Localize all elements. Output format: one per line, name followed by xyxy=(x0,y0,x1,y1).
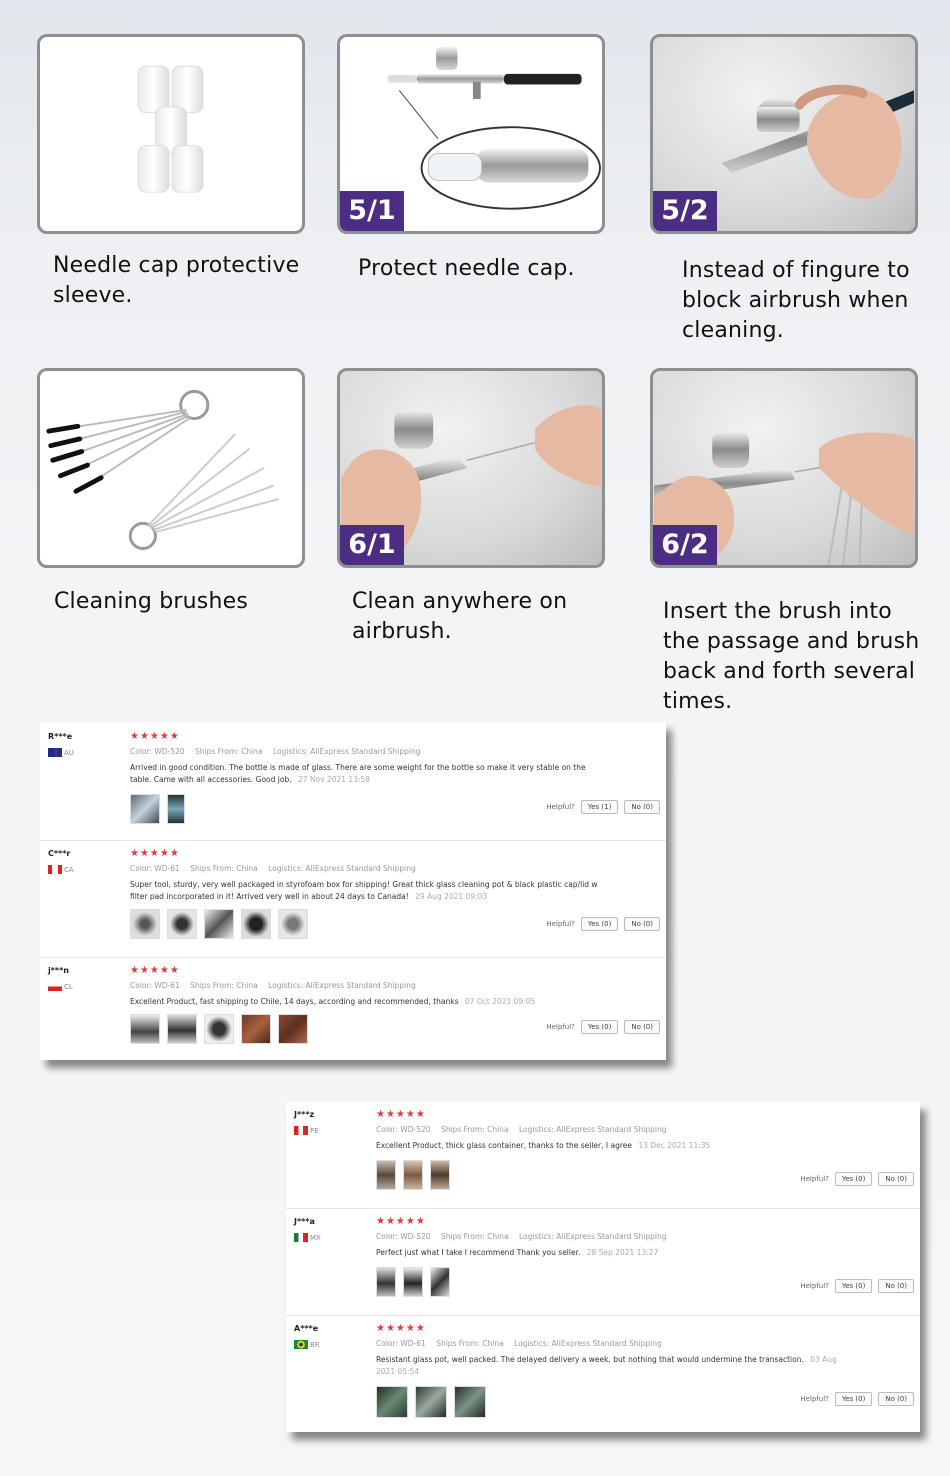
helpful-controls: Helpful? Yes (0) No (0) xyxy=(800,1172,914,1186)
review-photo-thumb[interactable] xyxy=(167,1014,197,1044)
review-photo-thumb[interactable] xyxy=(454,1386,486,1418)
review-meta: Color: WD-520 Ships From: China Logistics: AliExpress Standard Shipping xyxy=(376,1125,667,1134)
tile-block-finger xyxy=(650,34,918,234)
review-photo-thumb[interactable] xyxy=(430,1267,450,1297)
review-photo-thumb[interactable] xyxy=(376,1386,408,1418)
review-item xyxy=(286,1322,920,1430)
review-photos xyxy=(130,794,192,824)
caption-clean-anywhere: Clean anywhere on airbrush. xyxy=(352,589,568,644)
tile-protect-cap xyxy=(337,34,605,234)
review-text: Arrived in good condition. The bottle is made of glass. There are some weight for the bottle so make it very stable on the table. Came with all accessories. Good job. 27 Nov 2021 13:58 xyxy=(130,763,586,784)
review-photos xyxy=(130,909,315,939)
helpful-controls: Helpful? Yes (0) No (0) xyxy=(546,1020,660,1034)
review-item xyxy=(286,1215,920,1316)
review-text: Excellent Product, fast shipping to Chile, 14 days, according and recommended, thanks 07 Oct 2021 09:05 xyxy=(130,997,536,1006)
reviewer-name: C***r xyxy=(48,849,71,858)
flag-cl-icon xyxy=(48,982,62,991)
review-photo-thumb[interactable] xyxy=(376,1267,396,1297)
reviewer-country: AU xyxy=(48,748,74,757)
review-meta: Color: WD-61 Ships From: China Logistics: AliExpress Standard Shipping xyxy=(376,1339,662,1348)
flag-pe-icon xyxy=(294,1126,308,1135)
review-text: Resistant glass pot, well packed. The delayed delivery a week, but nothing that would undermine the transaction. 03 Aug 2021 05:54 xyxy=(376,1355,837,1376)
review-photos xyxy=(376,1386,493,1418)
review-meta: Color: WD-520 Ships From: China Logistics: AliExpress Standard Shipping xyxy=(376,1232,667,1241)
reviewer-name: R***e xyxy=(48,732,73,741)
review-meta: Color: WD-520 Ships From: China Logistics: AliExpress Standard Shipping xyxy=(130,747,421,756)
review-text: Excellent Product, thick glass container, thanks to the seller, I agree 13 Dec 2021 11:35 xyxy=(376,1141,711,1150)
review-photos xyxy=(376,1267,457,1297)
helpful-no-button[interactable]: No (0) xyxy=(878,1279,914,1293)
reviewer-name: A***e xyxy=(294,1324,319,1333)
review-photo-thumb[interactable] xyxy=(415,1386,447,1418)
review-item xyxy=(40,964,666,1054)
helpful-controls: Helpful? Yes (1) No (0) xyxy=(546,800,660,814)
tile-brushes xyxy=(37,368,305,568)
flag-br-icon xyxy=(294,1340,308,1349)
flag-mx-icon xyxy=(294,1233,308,1242)
reviewer-country: BR xyxy=(294,1340,320,1349)
review-date: 27 Nov 2021 13:58 xyxy=(298,775,371,784)
review-photos xyxy=(130,1014,315,1044)
helpful-no-button[interactable]: No (0) xyxy=(624,917,660,931)
tile-clean-anywhere xyxy=(337,368,605,568)
reviewer-country: MX xyxy=(294,1233,321,1242)
helpful-no-button[interactable]: No (0) xyxy=(624,1020,660,1034)
reviewer-country: PE xyxy=(294,1126,319,1135)
review-photo-thumb[interactable] xyxy=(130,909,160,939)
review-text: Super tool, sturdy, very well packaged in styrofoam box for shipping! Great thick glass cleaning pot & black plastic cap/lid w filter pad incorporated in it! Arrived very well in about 24 days to Canada! 29 Aug 2021 09:03 xyxy=(130,880,598,901)
helpful-no-button[interactable]: No (0) xyxy=(878,1172,914,1186)
review-photo-thumb[interactable] xyxy=(167,909,197,939)
helpful-controls: Helpful? Yes (0) No (0) xyxy=(800,1279,914,1293)
review-panel-1 xyxy=(40,722,666,1060)
review-photo-thumb[interactable] xyxy=(241,909,271,939)
review-photo-thumb[interactable] xyxy=(204,909,234,939)
review-photo-thumb[interactable] xyxy=(167,794,185,824)
review-date: 28 Sep 2021 13:27 xyxy=(586,1248,659,1257)
review-photo-thumb[interactable] xyxy=(430,1160,450,1190)
helpful-yes-button[interactable]: Yes (0) xyxy=(835,1172,872,1186)
helpful-yes-button[interactable]: Yes (0) xyxy=(581,917,618,931)
caption-protect-cap: Protect needle cap. xyxy=(358,256,575,281)
reviewer-country: CL xyxy=(48,982,73,991)
reviewer-name: J***a xyxy=(294,1217,315,1226)
star-rating: ★★★★★ xyxy=(376,1216,426,1227)
caption-brushes: Cleaning brushes xyxy=(54,589,249,614)
review-item xyxy=(40,730,666,841)
helpful-yes-button[interactable]: Yes (1) xyxy=(581,800,618,814)
helpful-no-button[interactable]: No (0) xyxy=(624,800,660,814)
caption-insert-brush: Insert the brush into the passage and brush back and forth several times. xyxy=(663,599,920,714)
star-rating: ★★★★★ xyxy=(376,1323,426,1334)
review-item xyxy=(286,1108,920,1209)
review-photo-thumb[interactable] xyxy=(130,794,160,824)
reviewer-country: CA xyxy=(48,865,74,874)
review-photo-thumb[interactable] xyxy=(278,1014,308,1044)
star-rating: ★★★★★ xyxy=(130,848,180,859)
helpful-controls: Helpful? Yes (0) No (0) xyxy=(546,917,660,931)
review-text: Perfect just what I take I recommend Thank you seller. 28 Sep 2021 13:27 xyxy=(376,1248,659,1257)
tile-insert-brush xyxy=(650,368,918,568)
caption-block-finger: Instead of fingure to block airbrush when cleaning. xyxy=(682,258,910,343)
review-date: 13 Dec 2021 11:35 xyxy=(638,1141,711,1150)
star-rating: ★★★★★ xyxy=(376,1109,426,1120)
review-meta: Color: WD-61 Ships From: China Logistics: AliExpress Standard Shipping xyxy=(130,981,416,990)
tile-needle-sleeve xyxy=(37,34,305,234)
review-photo-thumb[interactable] xyxy=(204,1014,234,1044)
star-rating: ★★★★★ xyxy=(130,965,180,976)
review-date: 07 Oct 2021 09:05 xyxy=(464,997,536,1006)
flag-ca-icon xyxy=(48,865,62,874)
review-date: 29 Aug 2021 09:03 xyxy=(415,892,488,901)
review-panel-2 xyxy=(286,1102,920,1432)
step-badge: 6/1 xyxy=(340,525,404,565)
review-photo-thumb[interactable] xyxy=(130,1014,160,1044)
reviewer-name: j***n xyxy=(48,966,69,975)
star-rating: ★★★★★ xyxy=(130,731,180,742)
review-photo-thumb[interactable] xyxy=(241,1014,271,1044)
needle-sleeve-image xyxy=(40,37,302,231)
helpful-yes-button[interactable]: Yes (0) xyxy=(835,1279,872,1293)
review-photo-thumb[interactable] xyxy=(403,1160,423,1190)
review-photo-thumb[interactable] xyxy=(278,909,308,939)
review-item xyxy=(40,847,666,958)
step-badge: 5/1 xyxy=(340,191,404,231)
helpful-controls: Helpful? Yes (0) No (0) xyxy=(800,1392,914,1406)
reviewer-name: J***z xyxy=(294,1110,315,1119)
review-date: 03 Aug 2021 05:54 xyxy=(376,1355,837,1376)
helpful-yes-button[interactable]: Yes (0) xyxy=(835,1392,872,1406)
caption-needle-sleeve: Needle cap protective sleeve. xyxy=(53,253,300,308)
step-badge: 6/2 xyxy=(653,525,717,565)
cleaning-brushes-image xyxy=(40,371,302,565)
flag-au-icon xyxy=(48,748,62,757)
review-photo-thumb[interactable] xyxy=(376,1160,396,1190)
step-badge: 5/2 xyxy=(653,191,717,231)
review-photos xyxy=(376,1160,457,1190)
review-photo-thumb[interactable] xyxy=(403,1267,423,1297)
helpful-yes-button[interactable]: Yes (0) xyxy=(581,1020,618,1034)
review-meta: Color: WD-61 Ships From: China Logistics: AliExpress Standard Shipping xyxy=(130,864,416,873)
helpful-no-button[interactable]: No (0) xyxy=(878,1392,914,1406)
